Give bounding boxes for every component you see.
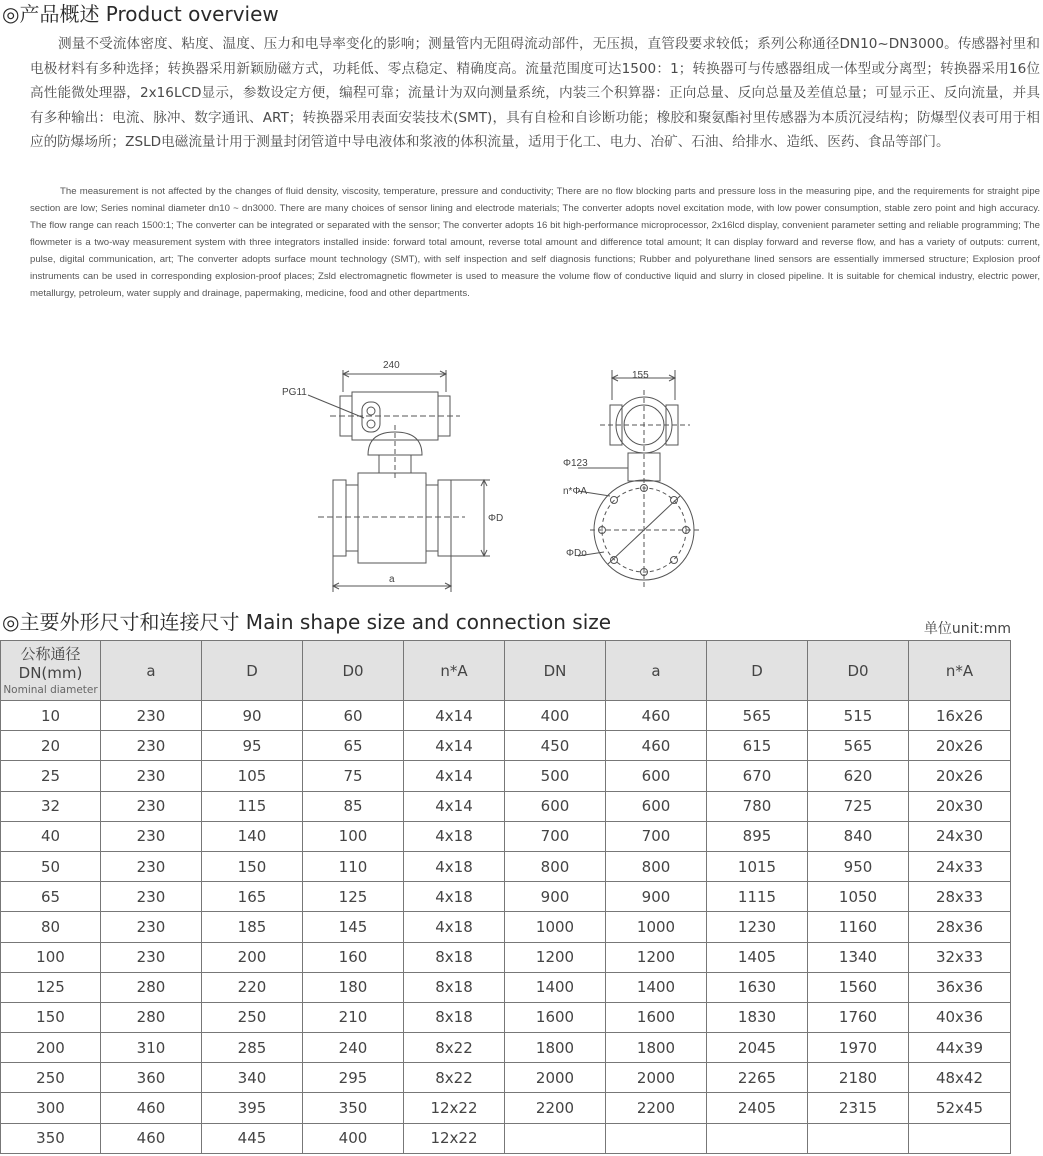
table-cell: 1560 [808, 972, 909, 1002]
table-cell: 145 [303, 912, 404, 942]
table-cell: 100 [1, 942, 101, 972]
table-cell: 285 [202, 1033, 303, 1063]
table-cell: 230 [101, 731, 202, 761]
table-cell: 52x45 [909, 1093, 1011, 1123]
table-cell: 200 [202, 942, 303, 972]
table-cell: 1015 [707, 851, 808, 881]
table-cell: 615 [707, 731, 808, 761]
table-cell: 36x36 [909, 972, 1011, 1002]
table-cell: 1160 [808, 912, 909, 942]
table-cell: 32x33 [909, 942, 1011, 972]
table-cell: 230 [101, 912, 202, 942]
table-cell: 600 [606, 791, 707, 821]
table-row [1, 1093, 1011, 1123]
table-cell: 180 [303, 972, 404, 1002]
dimensions-title: ◎主要外形尺寸和连接尺寸 Main shape size and connection size [2, 610, 612, 634]
table-cell: 10 [1, 701, 101, 731]
table-cell: 460 [101, 1093, 202, 1123]
table-cell: 28x36 [909, 912, 1011, 942]
table-cell: 1000 [505, 912, 606, 942]
diameter-D-label: ΦD [488, 513, 504, 524]
table-cell: 44x39 [909, 1033, 1011, 1063]
table-row [1, 1002, 1011, 1032]
table-row [1, 912, 1011, 942]
table-cell: 2200 [505, 1093, 606, 1123]
table-cell: 400 [303, 1123, 404, 1153]
table-cell: 2000 [606, 1063, 707, 1093]
table-cell: 460 [606, 701, 707, 731]
table-cell: 460 [606, 731, 707, 761]
table-row [1, 851, 1011, 881]
flowmeter-dimension-drawing [0, 340, 1043, 600]
table-cell: 565 [707, 701, 808, 731]
table-row [1, 791, 1011, 821]
table-cell: 300 [1, 1093, 101, 1123]
table-cell [808, 1123, 909, 1153]
table-cell: 230 [101, 851, 202, 881]
table-cell: 90 [202, 701, 303, 731]
bolt-circle-label: ΦDo [566, 548, 587, 559]
header-D0: D0 [303, 641, 404, 701]
table-cell: 350 [303, 1093, 404, 1123]
table-cell: 950 [808, 851, 909, 881]
header-nA: n*A [404, 641, 505, 701]
table-cell: 230 [101, 701, 202, 731]
overview-title: ◎产品概述 Product overview [2, 2, 279, 26]
header-a2: a [606, 641, 707, 701]
table-cell: 1970 [808, 1033, 909, 1063]
table-cell: 125 [1, 972, 101, 1002]
table-cell: 445 [202, 1123, 303, 1153]
table-cell: 200 [1, 1033, 101, 1063]
unit-label: 单位unit:mm [923, 621, 1011, 637]
table-cell: 2200 [606, 1093, 707, 1123]
table-cell: 1200 [606, 942, 707, 972]
header-dn-unit: DN(mm) [18, 663, 83, 682]
header-dn2: DN [505, 641, 606, 701]
table-cell: 4x14 [404, 731, 505, 761]
table-cell: 125 [303, 882, 404, 912]
table-cell: 220 [202, 972, 303, 1002]
table-row [1, 882, 1011, 912]
overview-english-text: The measurement is not affected by the changes of fluid density, viscosity, temperature, pressure and conductivity; There are no flow blocking parts and pressure loss in the measuring pipe, and the requirements for straight pipe section are low; Series nominal diameter dn10 ~ dn3000. There are many choices of sensor lining and electrode materials; The converter adopts novel excitation mode, with low power consumption, stable zero point and high accuracy. The flow range can reach 1500:1; The converter can be integrated or separated with the sensor; The converter adopts 16 bit high-performance microprocessor, 2x16lcd display, convenient parameter setting and reliable programming; The flowmeter is a two-way measurement system with three integrators installed inside: forward total amount, reverse total amount and difference total amount; It can display forward and reverse flow, and has a variety of outputs: current, pulse, digital communication, art; The converter adopts surface mount technology (SMT), with self inspection and self diagnosis functions; Rubber and polyurethane lined sensors are essentially immersed structure; Explosion proof instruments can be used in corresponding explosion-proof places; Zsld electromagnetic flowmeter is used to measure the volume flow of conductive liquid and slurry in closed pipeline. It is suitable for chemical industry, electric power, metallurgy, petroleum, water supply and drainage, papermaking, medicine, food and other departments. [30, 186, 1040, 299]
header-a: a [101, 641, 202, 701]
dim-width-label: 240 [383, 360, 400, 371]
table-cell: 32 [1, 791, 101, 821]
table-cell: 65 [303, 731, 404, 761]
table-cell: 395 [202, 1093, 303, 1123]
table-cell: 1600 [505, 1002, 606, 1032]
table-cell: 4x18 [404, 851, 505, 881]
table-cell: 230 [101, 882, 202, 912]
table-cell: 600 [505, 791, 606, 821]
table-cell: 1600 [606, 1002, 707, 1032]
table-cell: 12x22 [404, 1123, 505, 1153]
table-cell: 75 [303, 761, 404, 791]
table-cell: 40x36 [909, 1002, 1011, 1032]
table-cell: 20x26 [909, 731, 1011, 761]
table-cell: 565 [808, 731, 909, 761]
bolt-hole-label: n*ΦA [563, 486, 588, 497]
table-cell: 1115 [707, 882, 808, 912]
table-cell [909, 1123, 1011, 1153]
header-D2: D [707, 641, 808, 701]
table-cell [505, 1123, 606, 1153]
table-cell: 8x18 [404, 972, 505, 1002]
table-cell: 1800 [505, 1033, 606, 1063]
table-cell: 230 [101, 942, 202, 972]
table-cell: 310 [101, 1033, 202, 1063]
table-cell: 1400 [505, 972, 606, 1002]
table-cell: 350 [1, 1123, 101, 1153]
table-cell: 450 [505, 731, 606, 761]
header-D: D [202, 641, 303, 701]
table-cell [606, 1123, 707, 1153]
table-cell: 900 [505, 882, 606, 912]
table-cell: 100 [303, 821, 404, 851]
header-dn-en: Nominal diameter [3, 683, 98, 696]
table-cell: 1630 [707, 972, 808, 1002]
table-cell: 4x14 [404, 761, 505, 791]
table-cell: 340 [202, 1063, 303, 1093]
table-cell: 670 [707, 761, 808, 791]
table-cell: 165 [202, 882, 303, 912]
table-cell: 500 [505, 761, 606, 791]
table-cell: 1760 [808, 1002, 909, 1032]
table-cell: 1830 [707, 1002, 808, 1032]
table-cell: 280 [101, 1002, 202, 1032]
table-cell: 1400 [606, 972, 707, 1002]
header-D02: D0 [808, 641, 909, 701]
table-row [1, 1033, 1011, 1063]
table-row [1, 821, 1011, 851]
table-cell: 1340 [808, 942, 909, 972]
table-row [1, 1063, 1011, 1093]
header-dn-cn: 公称通径 [20, 644, 81, 663]
table-cell: 4x14 [404, 791, 505, 821]
table-cell: 1200 [505, 942, 606, 972]
pg11-label: PG11 [282, 387, 307, 398]
table-cell: 280 [101, 972, 202, 1002]
table-cell: 4x14 [404, 701, 505, 731]
table-cell: 20x30 [909, 791, 1011, 821]
table-cell: 150 [1, 1002, 101, 1032]
table-cell: 60 [303, 701, 404, 731]
table-cell: 80 [1, 912, 101, 942]
table-cell: 25 [1, 761, 101, 791]
table-cell: 160 [303, 942, 404, 972]
table-cell: 1405 [707, 942, 808, 972]
table-cell: 360 [101, 1063, 202, 1093]
table-cell: 900 [606, 882, 707, 912]
table-cell: 210 [303, 1002, 404, 1032]
length-a-label: a [389, 574, 395, 585]
table-cell: 4x18 [404, 912, 505, 942]
table-row [1, 701, 1011, 731]
table-cell: 230 [101, 791, 202, 821]
table-row [1, 1123, 1011, 1153]
table-cell: 2045 [707, 1033, 808, 1063]
table-cell: 1800 [606, 1033, 707, 1063]
table-cell: 4x18 [404, 821, 505, 851]
table-cell: 230 [101, 761, 202, 791]
table-row [1, 942, 1011, 972]
table-cell: 140 [202, 821, 303, 851]
table-cell: 8x18 [404, 942, 505, 972]
table-cell: 250 [202, 1002, 303, 1032]
table-cell: 95 [202, 731, 303, 761]
table-cell: 48x42 [909, 1063, 1011, 1093]
table-cell: 150 [202, 851, 303, 881]
table-cell: 50 [1, 851, 101, 881]
table-cell: 800 [505, 851, 606, 881]
table-cell: 105 [202, 761, 303, 791]
dimensions-table [0, 640, 1011, 1154]
table-cell: 2405 [707, 1093, 808, 1123]
table-cell: 12x22 [404, 1093, 505, 1123]
table-cell: 700 [606, 821, 707, 851]
phi123-label: Φ123 [563, 458, 588, 469]
table-cell: 16x26 [909, 701, 1011, 731]
overview-chinese-text: 测量不受流体密度、粘度、温度、压力和电导率变化的影响；测量管内无阻碍流动部件，无压损，直管段要求较低；系列公称通径DN10~DN3000。传感器衬里和电极材料有多种选择；转换器采用新颖励磁方式，功耗低、零点稳定、精确度高。流量范围度可达1500：1；转换器可与传感器组成一体型或分离型；转换器采用16位高性能微处理器，2x16LCD显示，参数设定方便，编程可靠；流量计为双向测量系统，内装三个积算器：正向总量、反向总量及差值总量；可显示正、反向流量，并具有多种输出：电流、脉冲、数字通讯、ART；转换器采用表面安装技术(SMT)，具有自检和自诊断功能；橡胶和聚氨酯衬里传感器为本质沉浸结构；防爆型仪表可用于相应的防爆场所；ZSLD电磁流量计用于测量封闭管道中导电液体和浆液的体积流量，适用于化工、电力、冶矿、石油、给排水、造纸、医药、食品等部门。 [30, 36, 1040, 150]
table-cell: 620 [808, 761, 909, 791]
table-row [1, 761, 1011, 791]
table-cell: 2180 [808, 1063, 909, 1093]
header-dn [1, 641, 101, 701]
table-cell: 800 [606, 851, 707, 881]
table-cell: 8x22 [404, 1033, 505, 1063]
table-cell: 8x22 [404, 1063, 505, 1093]
table-cell: 1000 [606, 912, 707, 942]
table-cell: 1230 [707, 912, 808, 942]
table-cell: 2265 [707, 1063, 808, 1093]
table-cell: 24x33 [909, 851, 1011, 881]
table-cell: 460 [101, 1123, 202, 1153]
table-cell: 115 [202, 791, 303, 821]
table-cell [707, 1123, 808, 1153]
table-cell: 24x30 [909, 821, 1011, 851]
table-cell: 400 [505, 701, 606, 731]
table-cell: 110 [303, 851, 404, 881]
table-cell: 85 [303, 791, 404, 821]
dim-head-label: 155 [632, 370, 649, 381]
table-cell: 250 [1, 1063, 101, 1093]
table-cell: 230 [101, 821, 202, 851]
table-cell: 2315 [808, 1093, 909, 1123]
table-cell: 4x18 [404, 882, 505, 912]
table-row [1, 972, 1011, 1002]
table-cell: 2000 [505, 1063, 606, 1093]
table-cell: 40 [1, 821, 101, 851]
table-cell: 780 [707, 791, 808, 821]
table-cell: 185 [202, 912, 303, 942]
table-cell: 240 [303, 1033, 404, 1063]
header-nA2: n*A [909, 641, 1011, 701]
table-cell: 895 [707, 821, 808, 851]
table-cell: 1050 [808, 882, 909, 912]
table-cell: 600 [606, 761, 707, 791]
table-cell: 515 [808, 701, 909, 731]
table-cell: 28x33 [909, 882, 1011, 912]
table-cell: 20 [1, 731, 101, 761]
table-row [1, 731, 1011, 761]
table-cell: 20x26 [909, 761, 1011, 791]
table-cell: 840 [808, 821, 909, 851]
table-cell: 725 [808, 791, 909, 821]
table-cell: 295 [303, 1063, 404, 1093]
table-header-row [1, 641, 1011, 701]
table-cell: 700 [505, 821, 606, 851]
table-cell: 8x18 [404, 1002, 505, 1032]
table-cell: 65 [1, 882, 101, 912]
